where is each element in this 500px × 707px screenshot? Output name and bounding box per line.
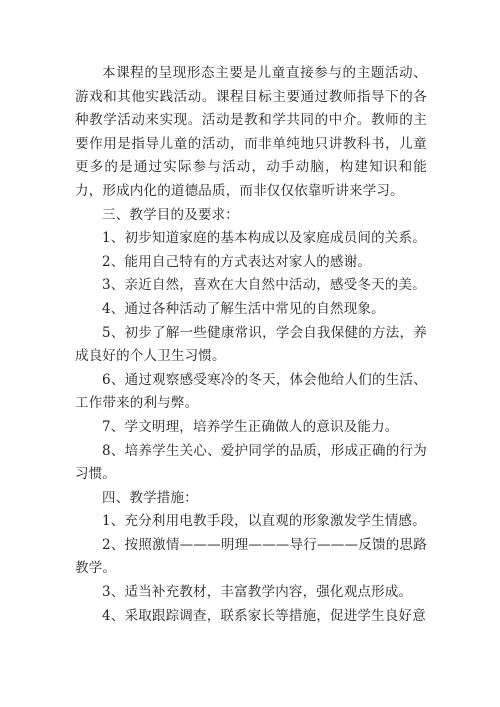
section-heading-goals: 三、教学目的及要求： [102,206,239,223]
measure-item-3: 3、适当补充教材，丰富教学内容，强化观点形成。 [102,584,413,601]
goal-item-5: 5、初步了解一些健康常识，学会自我保健的方法，养成良好的个人卫生习惯。 [75,324,427,365]
measure-item-1: 1、充分利用电教手段，以直观的形象激发学生情感。 [102,513,426,530]
measure-item-4: 4、采取跟踪调查，联系家长等措施，促进学生良好意 [102,607,426,624]
goal-item-3: 3、亲近自然，喜欢在大自然中活动，感受冬天的美。 [102,277,426,294]
goal-item-4: 4、通过各种活动了解生活中常见的自然现象。 [102,300,385,317]
goal-item-6: 6、通过观察感受寒冷的冬天，体会他给人们的生活、工作带来的利与弊。 [75,371,427,412]
document-body [75,62,427,628]
goal-item-7: 7、学文明理，培养学生正确做人的意识及能力。 [102,418,399,435]
goal-item-2: 2、能用自己特有的方式表达对家人的感谢。 [102,253,372,270]
section-heading-measures: 四、教学措施： [102,489,198,506]
goal-item-8: 8、培养学生关心、爱护同学的品质，形成正确的行为习惯。 [75,442,427,483]
intro-paragraph: 本课程的呈现形态主要是儿童直接参与的主题活动、游戏和其他实践活动。课程目标主要通过教师指导下的各种教学活动来实现。活动是教和学共同的中介。教师的主要作用是指导儿童的活动，而非单纯地只讲教科书，儿童更多的是通过实际参与活动，动手动脑，构建知识和能力，形成内化的道德品质，而非仅仅依靠听讲来学习。 [75,65,427,199]
goal-item-1: 1、初步知道家庭的基本构成以及家庭成员间的关系。 [102,230,426,247]
measure-item-2: 2、按照激情———明理———导行———反馈的思路教学。 [75,536,427,577]
